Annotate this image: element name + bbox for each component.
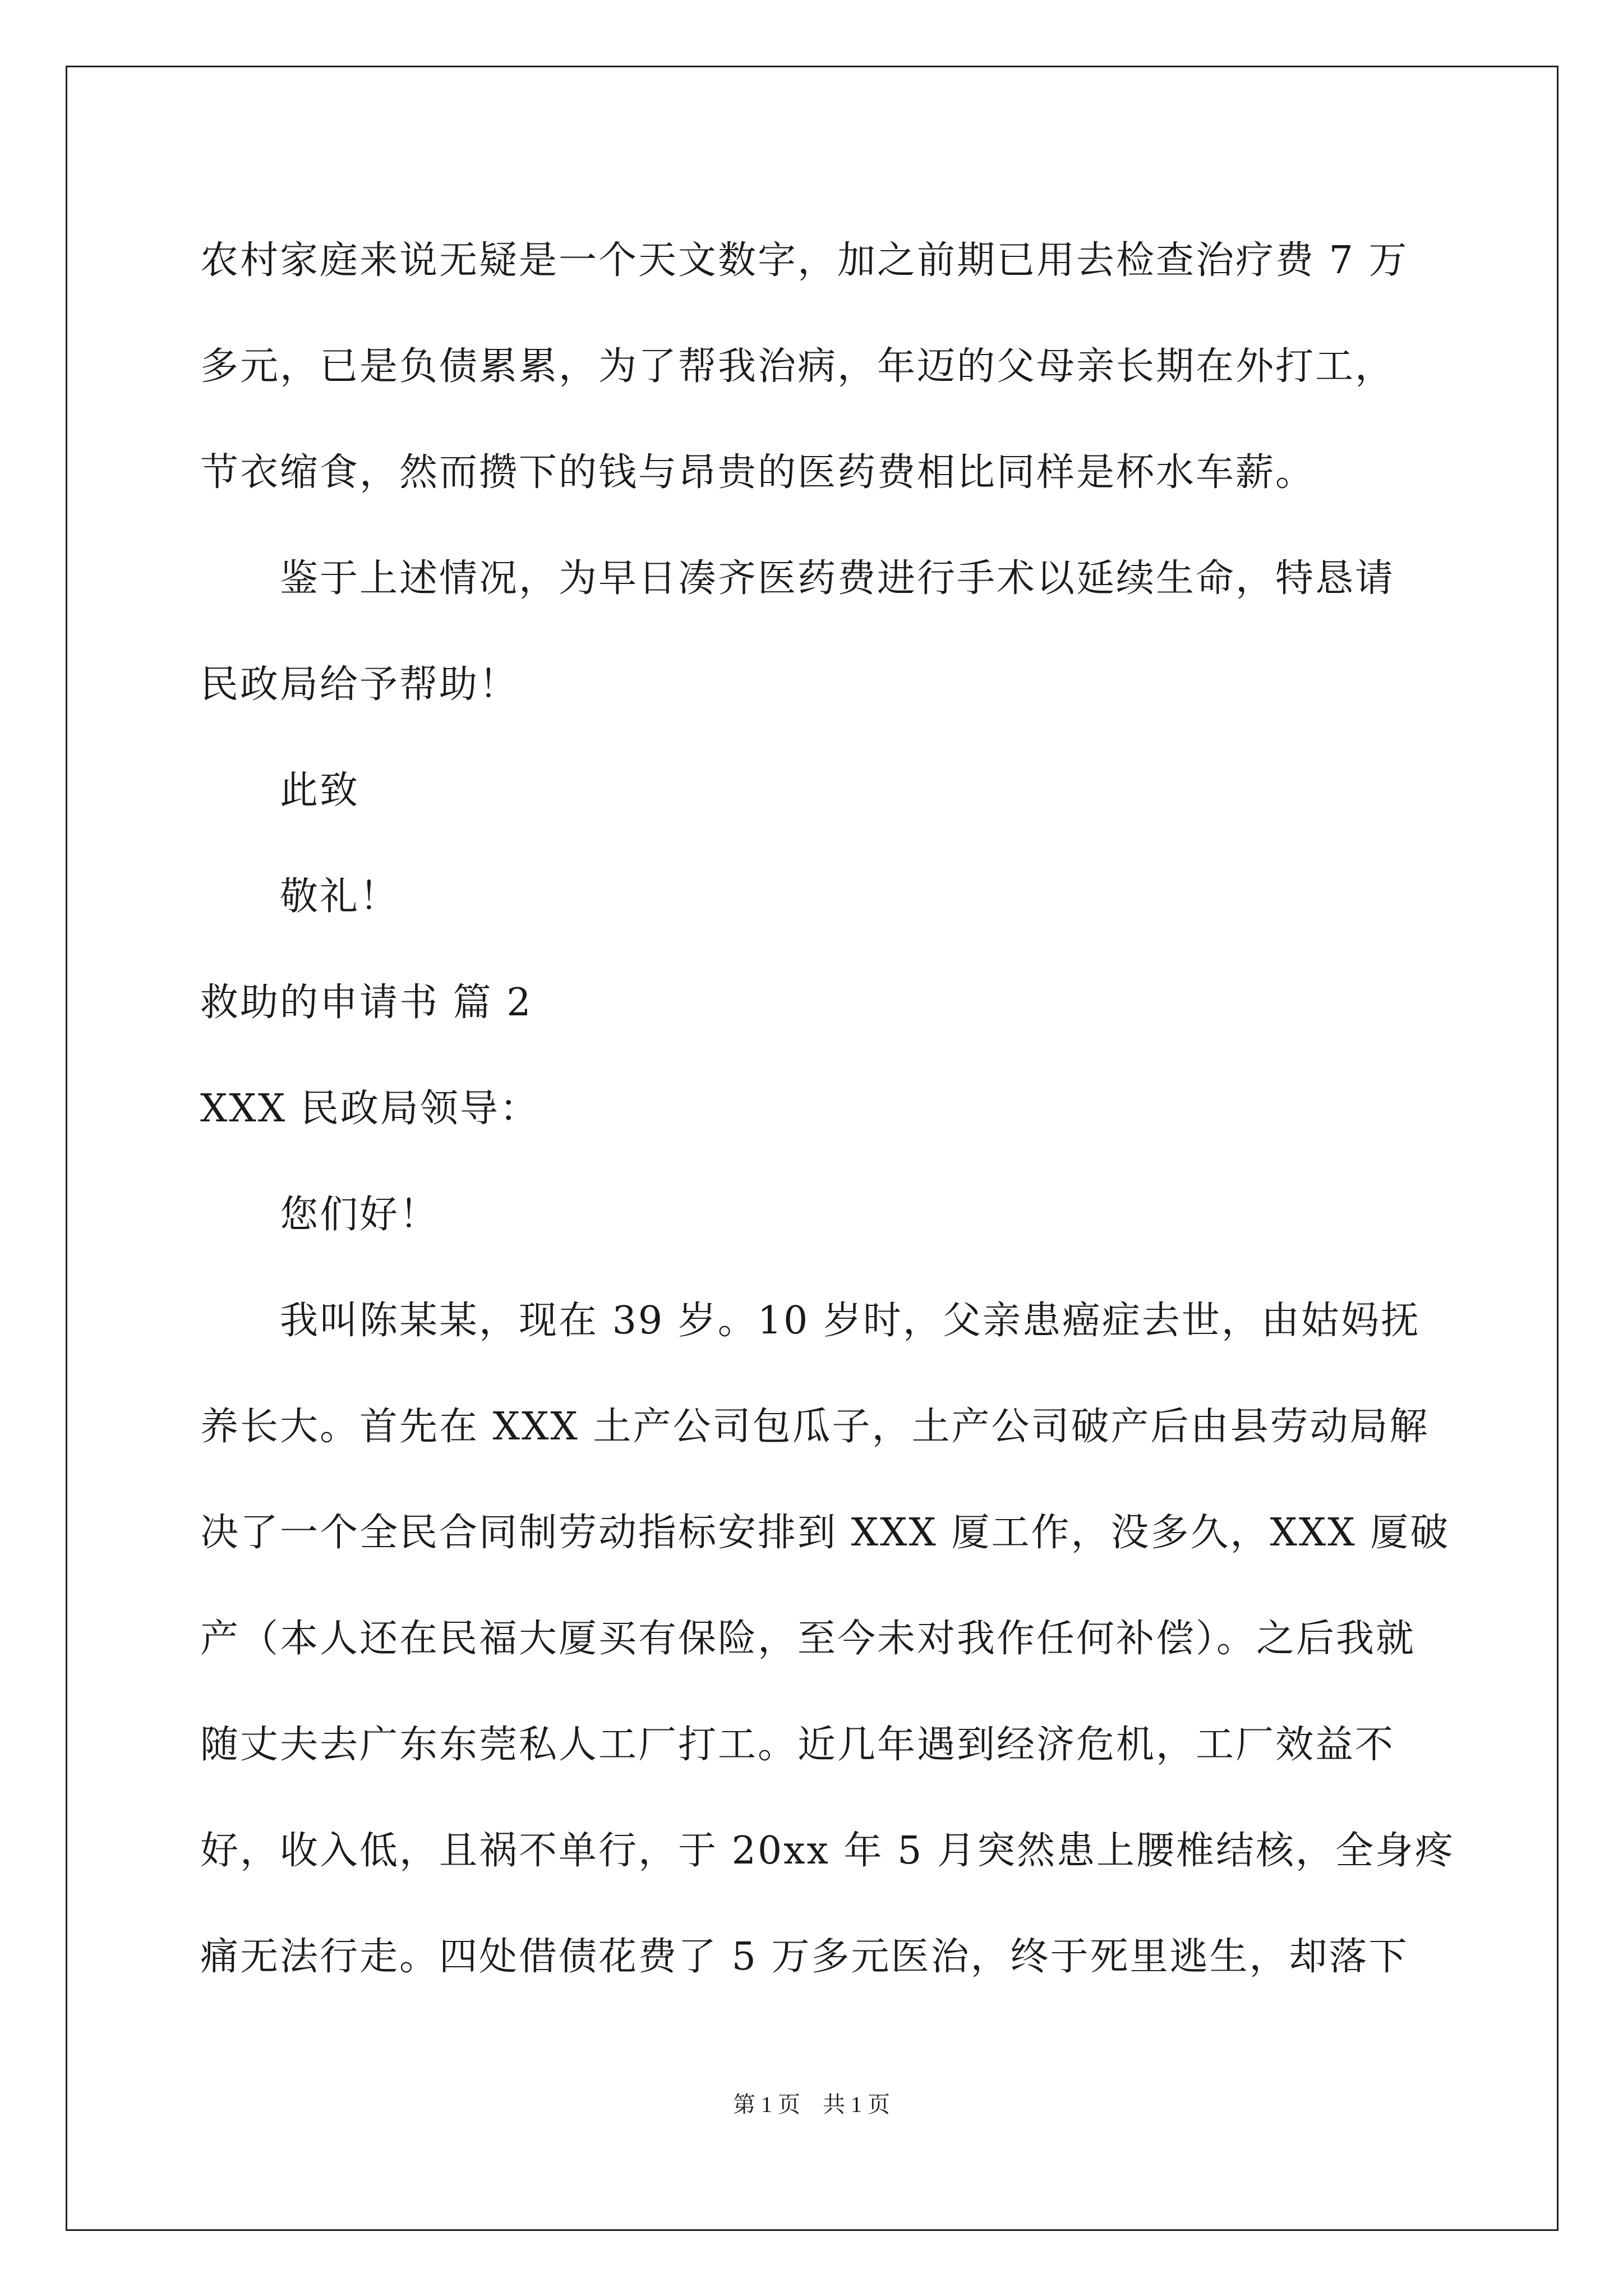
text-line: 养长大。首先在 XXX 土产公司包瓜子，土产公司破产后由县劳动局解 <box>200 1405 1430 1449</box>
text-line: 我叫陈某某，现在 39 岁。10 岁时，父亲患癌症去世，由姑妈抚 <box>280 1299 1421 1343</box>
page-number: 第 1 页 <box>733 2092 800 2117</box>
text-line: 多元，已是负债累累，为了帮我治病，年迈的父母亲长期在外打工， <box>200 344 1395 389</box>
addressee: XXX 民政局领导： <box>200 1087 540 1131</box>
closing-salutation: 此致 <box>280 769 360 813</box>
text-line: 痛无法行走。四处借债花费了 5 万多元医治，终于死里逃生，却落下 <box>200 1935 1409 1979</box>
text-line: 决了一个全民合同制劳动指标安排到 XXX 厦工作，没多久，XXX 厦破 <box>200 1511 1450 1555</box>
text-line: 随丈夫去广东东莞私人工厂打工。近几年遇到经济危机，工厂效益不 <box>200 1723 1395 1767</box>
section-heading: 救助的申请书 篇 2 <box>200 981 533 1025</box>
document-body <box>200 208 1455 2010</box>
greeting: 您们好！ <box>280 1193 440 1237</box>
text-line: 好，收入低，且祸不单行，于 20xx 年 5 月突然患上腰椎结核，全身疼 <box>200 1829 1455 1873</box>
page-total: 共 1 页 <box>823 2092 890 2117</box>
text-line: 农村家庭来说无疑是一个天文数字，加之前期已用去检查治疗费 7 万 <box>200 238 1409 283</box>
text-line: 民政局给予帮助！ <box>200 662 519 707</box>
closing-regards: 敬礼！ <box>280 875 400 919</box>
text-line: 鉴于上述情况，为早日凑齐医药费进行手术以延续生命，特恳请 <box>280 556 1395 601</box>
text-line: 节衣缩食，然而攒下的钱与昂贵的医药费相比同样是杯水车薪。 <box>200 450 1316 495</box>
text-line: 产（本人还在民福大厦买有保险，至今未对我作任何补偿）。之后我就 <box>200 1617 1416 1661</box>
page-footer <box>0 2088 1623 2122</box>
